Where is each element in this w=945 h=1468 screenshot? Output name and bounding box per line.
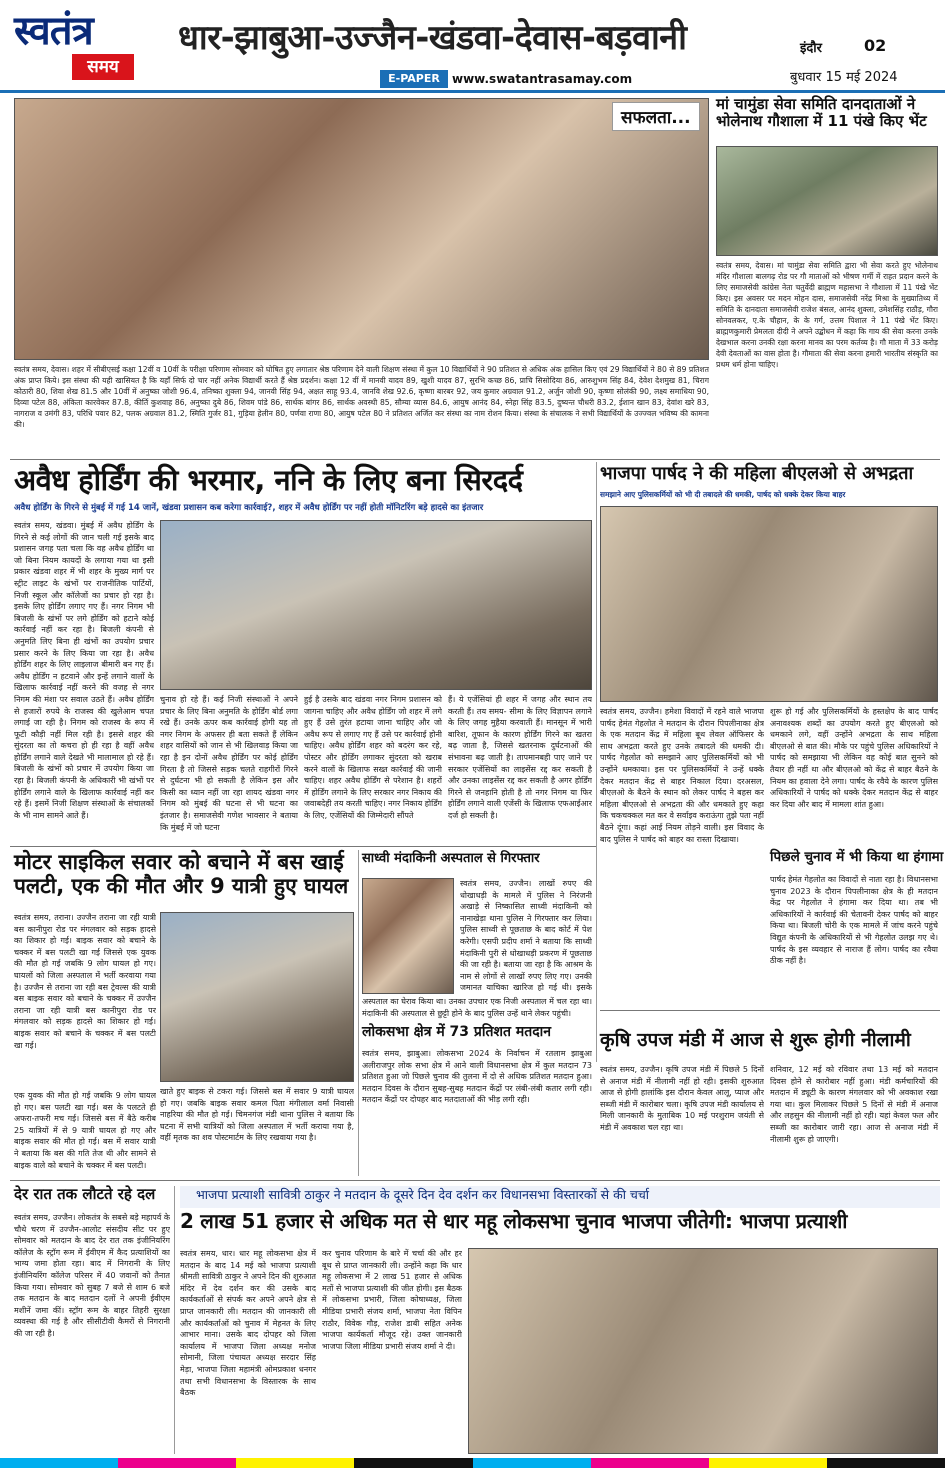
bjp-col-2: शुरू हो गई और पुलिसकर्मियों के हस्तक्षेप के बाद पार्षद अनावश्यक शब्दों का उपयोग करते हुए बीएलओ को धमकाने लगे, वहीं उन्होंने अभद्रता के साथ महिला बीएलओ से बात की। मौके पर पहुंचे पुलिस अधिकारियों ने पार्षद को समझाया भी लेकिन वह कोई बात सुनने को तैयार ही नहीं था और बीएलओ को केंद्र से बाहर बैठने के नियम का हवाला देने लगा। पार्षद के रवैये के कारण पुलिस अधिकारियों ने पार्षद को धक्के देकर मतदान केंद्र से बाहर कर दिया और बाद में मामला शांत हुआ। [770,707,938,809]
previous-election-headline: पिछले चुनाव में भी किया था हंगामा [770,849,944,865]
column-divider [358,850,359,1176]
bus-accident-photo [160,912,354,1082]
bus-accident-headline: मोटर साइकिल सवार को बचाने में बस खाई पलटी, एक की मौत और 9 यात्री हुए घायल [14,850,349,899]
thakur-headline: 2 लाख 51 हजार से अधिक मत से धार महू लोकसभा चुनाव भाजपा जीतेगी: भाजपा प्रत्याशी [180,1209,848,1233]
bjp-col-1: स्वतंत्र समय, उज्जैन। हमेशा विवादों में रहने वाले भाजपा पार्षद हेमंत गेहलोत ने मतदान के दौरान पिपलीनाका क्षेत्र के एक मतदान केंद्र में महिला बूथ लेवल ऑफिसर के साथ अभद्रता करते हुए उनके तबादले की धमकी दी। पार्षद गेहलोत को समझाने आए पुलिसकर्मियों को भी उन्होंने धमकाया। इस पर पुलिसकर्मियों ने उन्हें धक्के देकर मतदान केंद्र से बाहर निकाल दिया। दरअसल, बीएलओ के बैठने के स्थान को लेकर पार्षद ने बहस कर महिला बीएलओ से अभद्रता की और धमकाते हुए कहा कि चकचक्कल मत कर वे सर्वाइव कराऊंगा तुझे पता नहीं बैठने दूंगा। कहां आई नियम तोड़ने वाली। इस विवाद के बाद पुलिस ने पार्षद को बाहर का रास्ता दिखाया। [600,707,764,844]
column-divider [174,1186,175,1454]
hoarding-col-3: हुई है उसके बाद खंडवा नगर निगम प्रशासन को जागना चाहिए और अवैध होर्डिंग जो शहर में लगे हुए हैं उसे तुरंत हटाया जाना चाहिए और जो अवैध रूप से लगाए गए हैं उसे पर कार्रवाई होनी चाहिए। अवैध होर्डिंग शहर को बदरंग कर रहे, पोस्टर और होर्डिंग लगाकर सुंदरता को खराब करने वालों के खिलाफ सख्त कार्रवाई की जानी चाहिए। शहर अवैध होर्डिंग से परेशान है। शहरों में होर्डिंग लगाने के लिए सरकार नगर निकाय की जवाबदेही तय करती चाहिए। नगर निकाय होर्डिंग के लिए, एजेंसियों की जिम्मेदारी सौंपते [304,695,442,820]
logo-bottom-text: समय [72,54,134,80]
hoarding-col-4: हैं। ये एजेंसियां ही शहर में जगह और स्थान तय करती हैं। तय समय- सीमा के लिए विज्ञापन लगाने के लिए जगह मुहैया करवाती हैं। मानसून में भारी बारिश, तूफान के कारण होर्डिंग गिरने का खतरा बढ़ जाता है, जिससे खतरनाक दुर्घटनाओं की संभावना बढ़ जाती है। तापमानबही पाए जाने पर सरकार एजेंसियों का लाइसेंस रद्द कर सकती है और उनका लाइसेंस रद्द कर सकती है अगर होर्डिंग गिरने से जनहानि होती है तो नगर निगम या फिर होर्डिंग लगाने वाली एजेंसी के खिलाफ एफआईआर दर्ज हो सकती है। [448,695,592,820]
previous-election-body: पार्षद हेमंत गेहलोत का विवादों से नाता रहा है। विधानसभा चुनाव 2023 के दौरान पिपलीनाका क्षेत्र के ही मतदान केंद्र पर गेहलोत ने हंगामा कर दिया था। तब भी अधिकारियों ने कार्रवाई की चेतावनी देकर पार्षद को बाहर किया था। बिजली चोरी के एक मामले में जांच करने पहुंचे विद्युत कंपनी के अधिकारियों से भी गेहलोत उलझ गए थे। पार्षद के इस व्यवहार से नाराज हैं लोग। पार्षद का रवैया ठीक नहीं है। [770,875,938,966]
hoarding-headline: अवैध होर्डिंग की भरमार, ननि के लिए बना सिरदर्द [14,463,523,497]
masthead-rule [0,90,945,93]
column-divider [596,462,597,1062]
sadhvi-bottom: अस्पताल का घेराव किया था। उनका उपचार एक निजी अस्पताल में चल रहा था। मंदाकिनी की अस्पताल से छुट्टी होने के बाद पुलिस उन्हें थाने लेकर पहुंची। [362,997,592,1018]
hoarding-col-1: स्वतंत्र समय, खंडवा। मुंबई में अवैध होर्डिंग के गिरने से कई लोगों की जान चली गई इसके बाद प्रशासन जगह पता चला कि वह अवैध होर्डिंग था जो बिना नियम कायदों के लगाया गया था इसी प्रकार खंडवा शहर में भी शहर के मुख्य मार्ग पर स्ट्रीट लाइट के खंभों पर राजनीतिक पार्टियों, निजी स्कूल और कॉलेजों का प्रचार हो रहा है। इसके लिए होर्डिंग लगाए गए हैं। नगर निगम भी बिजली के खंभों पर लगे होर्डिंग को हटाने कोई कार्रवाई नहीं कर रहा है। बिजली कंपनी से अनुमति लिए बिना ही खंभों का उपयोग प्रचार प्रसार करने के लिए किया जा रहा है। अवैध होर्डिंग शहर के लिए लाइलाज बीमारी बन गए हैं। अवैध होर्डिंग न हटवाने और इन्हें लगाने वालों के खिलाफ कार्रवाई नहीं करने की वजह से नगर निगम की मंशा पर सवाल उठते हैं। अवैध होर्डिंग से हजारों रुपये के राजस्व की खुलेआम चपत लगाई जा रही है। निगम को राजस्व के रूप में फूटी कौड़ी नहीं मिल रही है। इससे शहर की सुंदरता का तो कचरा हो ही रहा है वहीं अवैध होर्डिंग लगाने वाले देखते भी मालामाल हो रहे हैं। बिजली के खंभों को प्रचार में उपयोग किया जा रहा है। बिजली कंपनी के अधिकारी भी खंभों पर होर्डिंग लगाने वाले के खिलाफ कार्रवाई नहीं कर रहे हैं। इसमें निजी शिक्षण संस्थाओं के संचालकों के भी नाम सामने आते हैं। [14,521,154,820]
section-divider [10,459,940,460]
bus-col-2: खाते हुए बाइक से टकरा गई। जिससे बस में सवार 9 यात्री घायल हो गए। जबकि बाइक सवार कमल पिता मंगीलाल वर्मा निवासी नाहरिया की मौत हो गई। चिमनगंज मंडी थाना पुलिस ने बताया कि घटना में सभी यात्रियों को जिला अस्पताल में भर्ती कराया गया है, वहीं मृतक का शव पोस्टमार्टम के लिए रखवाया गया है। [160,1087,354,1143]
hoarding-street-photo [160,520,592,690]
print-color-strip [0,1458,945,1468]
sadhvi-photo [362,878,454,994]
section-divider [10,846,596,847]
success-caption: स्वतंत्र समय, देवास। शहर में सीबीएसई कक्षा 12वीं व 10वीं के परीक्षा परिणाम सोमवार को घोषित हुए लगातार श्रेष्ठ परिणाम देने वाली शिक्षण संस्था में कुल 10 विद्यार्थियों ने 90 प्रतिशत से अधिक अंक हासिल किए एवं 29 विद्यार्थियों ने 80 से 89 प्रतिशत अंक प्राप्त किये। इस संस्था की यही खासियत है कि यहाँ सिर्फ दो चार नहीं अनेक विद्यार्थी करते हैं श्रेष्ठ प्रदर्शन। कक्षा 12 वीं में मानवी यादव 89, खुशी यादव 87, सुरभि कच्छ 86, प्राचि सिसोदिया 86, आरुशुभम सिंह 84, देवेश देशमुख 81, चिराग कोठारी 80, शिवा शेख 81.5 और 10वीं में अनुष्का जोशी 96.4, तनिष्का शुक्ला 94, जानवी सिंह 94, अक्षत साहू 93.4, जानवि शेख 92.6, कृष्णा बारबर 92, जय कुमार अग्रवाल 91.2, अर्जुन जोशी 90, कृष्णा सोलंकी 90, लक्ष्य समाधिया 90, दिव्या पटेल 88, अंकिता कारवेकर 87.8, कीर्ति कुशवाह 86, अनुष्का दुबे 86, शिवम पांडे 86, सार्थक बांगर 86, सार्थक अवस्थी 85, सौम्या व्यास 84.6, आयुष आनंद 84, स्नेहा सिंह 83.5, दुष्यन्त चौधरी 83.2, ईशान खान 83, देवांश खरे 83, नागराज व उमंगी 83, परिधि पवार 82, पलक अग्रवाल 81.2, स्मिति गुर्जर 81, गुड़िया हेलीन 80, पर्णवा राणा 80, आयुष पटेल 80 ने प्रतिशत अर्जित कर संस्था का नाम रोशन किया। संस्था के संचालक ने सभी विद्यार्थियों के उज्ज्वल भविष्य की कामना की। [14,365,709,429]
edition-title: धार-झाबुआ-उज्जैन-खंडवा-देवास-बड़वानी [178,18,687,58]
late-night-headline: देर रात तक लौटते रहे दल [14,1185,156,1203]
mandi-col-2: शनिवार, 12 मई को रविवार तथा 13 मई को मतदान दिवस होने से कारोबार नहीं हुआ। मंडी कर्मचारियों की मतदान में ड्यूटी के कारण मंगलवार को भी अवकाश रखा गया था। कुल मिलाकर पिछले 5 दिनों से मंडी में अनाज और लहसुन की नीलामी नहीं हो रही। यहां केवल फल और सब्जी का कारोबार जारी रहा। आज से अनाज मंडी में नीलामी शुरू हो जाएगी। [770,1065,938,1144]
hoarding-subhead: अवैध होर्डिंग के गिरने से मुंबई में गई 14 जानें, खंडवा प्रशासन कब करेगा कार्रवाई?, शहर में अवैध होर्डिंग पर नहीं होती मॉनिटरिंग बड़े हादसे का इंतजार [14,503,484,513]
section-divider [600,1010,940,1011]
page-number: 02 [864,36,887,55]
thakur-meeting-photo [468,1248,938,1454]
thakur-col-2: कर चुनाव परिणाम के बारे में चर्चा की और हर बूथ से प्राप्त जानकारी ली। उन्होंने कहा कि धार महू लोकसभा में 2 लाख 51 हजार से अधिक मतों से भाजपा प्रत्याशी की जीत होगी। इस बैठक में लोकसभा प्रभारी, जिला कोषाध्यक्ष, जिला मीडिया प्रभारी संजय शर्मा, भाजपा नेता विपिन राठौर, विवेक गौड़, राजेश डाबी सहित अनेक भाजपा कार्यकर्ता मौजूद रहे। उक्त जानकारी भाजपा जिला मीडिया प्रभारी संजय शर्मा ने दी। [322,1249,462,1351]
city-name: इंदौर [800,41,822,56]
thakur-kicker: भाजपा प्रत्याशी सावित्री ठाकुर ने मतदान के दूसरे दिन देव दर्शन कर विधानसभा विस्तारकों से की चर्चा [196,1187,650,1202]
epaper-label: E-PAPER [380,70,448,88]
students-group-photo [14,98,709,360]
turnout-body: स्वतंत्र समय, झाबुआ। लोकसभा 2024 के निर्वाचन में रतलाम झाबुआ अलीराजपुर लोक सभा क्षेत्र में आने वाली विधानसभा क्षेत्र में कुल मतदान 73 प्रतिशत हुआ जो पिछले चुनाव की तुलना में दो से अधिक प्रतिशत मतदान हुआ। मतदान दिवस के दौरान सुबह-सुबह मतदान केंद्रों पर लंबी-लंबी कतार लगी रही। मतदान केंद्रों पर दोपहर बाद मतदाताओं की भीड़ लगी रही। [362,1049,592,1105]
thakur-col-1: स्वतंत्र समय, धार। धार महू लोकसभा क्षेत्र में मतदान के बाद 14 मई को भाजपा प्रत्याशी श्रीमती सावित्री ठाकुर ने अपने दिन की शुरुआत मंदिर में देव दर्शन कर की उसके बाद कार्यकर्ताओं से संपर्क कर अपने अपने क्षेत्र से प्राप्त जानकारी ली। मतदान की जानकारी ली और कार्यकर्ताओं को चुनाव में मेहनत के लिए आभार माना। उसके बाद दोपहर को जिला कार्यालय में भाजपा जिला अध्यक्ष मनोज सोमानी, जिला पंचायत अध्यक्ष सरदार सिंह मेड़ा, भाजपा जिला महामंत्री ओमप्रकाश धनगर तथा सभी विधानसभा के विस्तारक के साथ बैठक [180,1249,316,1398]
logo-top-text: स्वतंत्र [14,7,93,54]
gaushala-photo [716,146,938,256]
bjp-subhead: समझाने आए पुलिसकर्मियों को भी दी तबादले की धमकी, पार्षद को धक्के देकर किया बाहर [600,490,846,499]
site-url[interactable]: www.swatantrasamay.com [452,72,633,86]
turnout-headline: लोकसभा क्षेत्र में 73 प्रतिशत मतदान [362,1024,552,1040]
sadhvi-headline: साध्वी मंदाकिनी अस्पताल से गिरफ्तार [362,851,540,866]
gaushala-body: स्वतंत्र समय, देवास। मां चामुंडा सेवा समिति द्वारा भी सेवा करते हुए भोलेनाथ मंदिर गौशाला बालगढ़ रोड पर गौ माताओं को भीषण गर्मी में राहत प्रदान करने के लिए समाजसेवी कांग्रेस नेता चतुर्वेदी ब्राह्मण महासभा ने गौशाला में 11 पंखे भेंट किए। इस अवसर पर मदन मोहन दास, समाजसेवी नरेंद्र मिश्रा के मुख्यातिथ्य में समिति के दानदाता समाजसेवी राजेश बंसल, आनंद शुक्ला, उमेशसिंह राठौड़, गौरा सोनवलकर, ए.के चौहान, के के गर्ग, उत्तम पिशाल ने 11 पंखे भेंट किए। ब्राह्मणकुमारी प्रेमलता दीदी ने अपने उद्बोधन में कहा कि गाय की सेवा करना उनके देखभाल करना उनकी रक्षा करना मानव का परम कर्तव्य है। गौ माता में 33 करोड़ देवी देवताओं का वास होता है। गौमाता की सेवा करना हमारी भारतीय संस्कृति का प्रथम धर्म होना चाहिए। [716,261,938,369]
newspaper-logo [14,8,159,86]
sadhvi-top: स्वतंत्र समय, उज्जैन। लाखों रुपए की धोखाधड़ी के मामले में पुलिस ने निरंजनी अखाड़े से निष्कासित साध्वी मंदाकिनी को नानाखेड़ा थाना पुलिस ने गिरफ्तार कर लिया। पुलिस साध्वी से पूछताछ के बाद कोर्ट में पेश करेगी। एसपी प्रदीप शर्मा ने बताया कि साध्वी मंदाकिनी पुरी से धोखाधड़ी प्रकरण में पूछताछ की जा रही है। बताया जा रहा है कि आश्रम के नाम से लोगों से लाखों रुपए लिए गए। उनकी जमानत याचिका खारिज हो गई थी। इसके [460,879,592,993]
section-divider [10,1180,940,1181]
bus-col-1: स्वतंत्र समय, तराना। उज्जैन तराना जा रही यात्री बस कानीपुरा रोड पर मंगलवार को सड़क हादसे का शिकार हो गई। बाइक सवार को बचाने के चक्कर में बस पलटी खा गई जिससे एक युवक की मौत हो गई जबकि 9 लोग घायल हो गए। घायलों को जिला अस्पताल में भर्ती करवाया गया है। उज्जैन से तराना जा रही बस ट्रेवल्स की यात्री बस बाइक सवार को बचाने के चक्कर में उज्जैन तराना जा रही यात्री बस कानीपुरा रोड पर मंगलवार को सड़क हादसे का शिकार हो गई। बाइक सवार को बचाने के चक्कर में बस पलटी खा गई। [14,913,156,1050]
mandi-headline: कृषि उपज मंडी में आज से शुरू होगी नीलामी [600,1029,911,1051]
mandi-col-1: स्वतंत्र समय, उज्जैन। कृषि उपज मंडी में पिछले 5 दिनों से अनाज मंडी में नीलामी नहीं हो रही। इसकी शुरुआत आज से होगी हालांकि इस दौरान केवल आलू, प्याज और सब्जी मंडी में कारोबार चला। कृषि उपज मंडी कार्यालय से मिली जानकारी के मुताबिक 10 मई परशुराम जयंती से मंडी में अवकाश चल रहा था। [600,1065,764,1132]
bjp-headline: भाजपा पार्षद ने की महिला बीएलओ से अभद्रता [600,463,914,484]
gaushala-headline: मां चामुंडा सेवा समिति दानदाताओं ने भोलेनाथ गौशाला में 11 पंखे किए भेंट [716,95,927,131]
bus-col-1b: एक युवक की मौत हो गई जबकि 9 लोग घायल हो गए। बस पलटी खा गई। बस के पलटते ही अफरा-तफरी मच गई। जिससे बस में बैठे करीब 25 यात्रियों में से 9 यात्री घायल हो गए और बाइक सवार की मौत हो गई। बस में सवार यात्री ने बताया कि बस की गति तेज थी और सामने से बाइक वाले को बचाने के चक्कर में बस पलटी। [14,1091,156,1170]
dateline: बुधवार 15 मई 2024 [790,70,898,85]
photo-tag: सफलता... [612,102,700,131]
hoarding-col-2: चुनाव हो रहे हैं। कई निजी संस्थाओं ने अपने प्रचार के लिए बिना अनुमति के होर्डिंग बोर्ड लगा रखे हैं। उनके ऊपर कब कार्रवाई होगी यह तो नगर निगम के अफसर ही बता सकते हैं लेकिन शहर वासियों को जान से भी खिलवाड़ किया जा रहा है इन दोनों अवैध होर्डिंग पर कोई होर्डिंग गिरता है तो जिससे सड़क चलते राहगीरों गिरने से दुर्घटना भी हो सकती है लेकिन इस और किसी का ध्यान नहीं जा रहा शायद खंडवा नगर निगम को मुंबई की घटना से भी घटना का इंतजार है। समाजसेवी गणेश भावसार ने बताया कि मुंबई में जो घटना [160,695,298,832]
bjp-photo [600,506,938,702]
late-night-body: स्वतंत्र समय, उज्जैन। लोकतंत्र के सबसे बड़े महापर्व के चौथे चरण में उज्जैन-आलोट संसदीय सीट पर हुए सोमवार को मतदान के बाद देर रात तक इंजीनियरिंग कॉलेज के स्ट्रॉग रूम में ईवीएम में कैद प्रत्याशियों का भाग्य जमा होता रहा। बाद में निगरानी के लिए इंजीनियरिंग कॉलेज परिसर में 40 जवानों को तैनात किया गया। सोमवार को सुबह 7 बजे से शाम 6 बजे तक मतदान के बाद मतदान दलों ने अपनी ईवीएम मशीनें जमा कीं। स्ट्रॉग रूम के बाहर तिहरी सुरक्षा व्यवस्था की गई है और सीसीटीवी कैमरों से निगरानी की जा रही है। [14,1213,170,1338]
